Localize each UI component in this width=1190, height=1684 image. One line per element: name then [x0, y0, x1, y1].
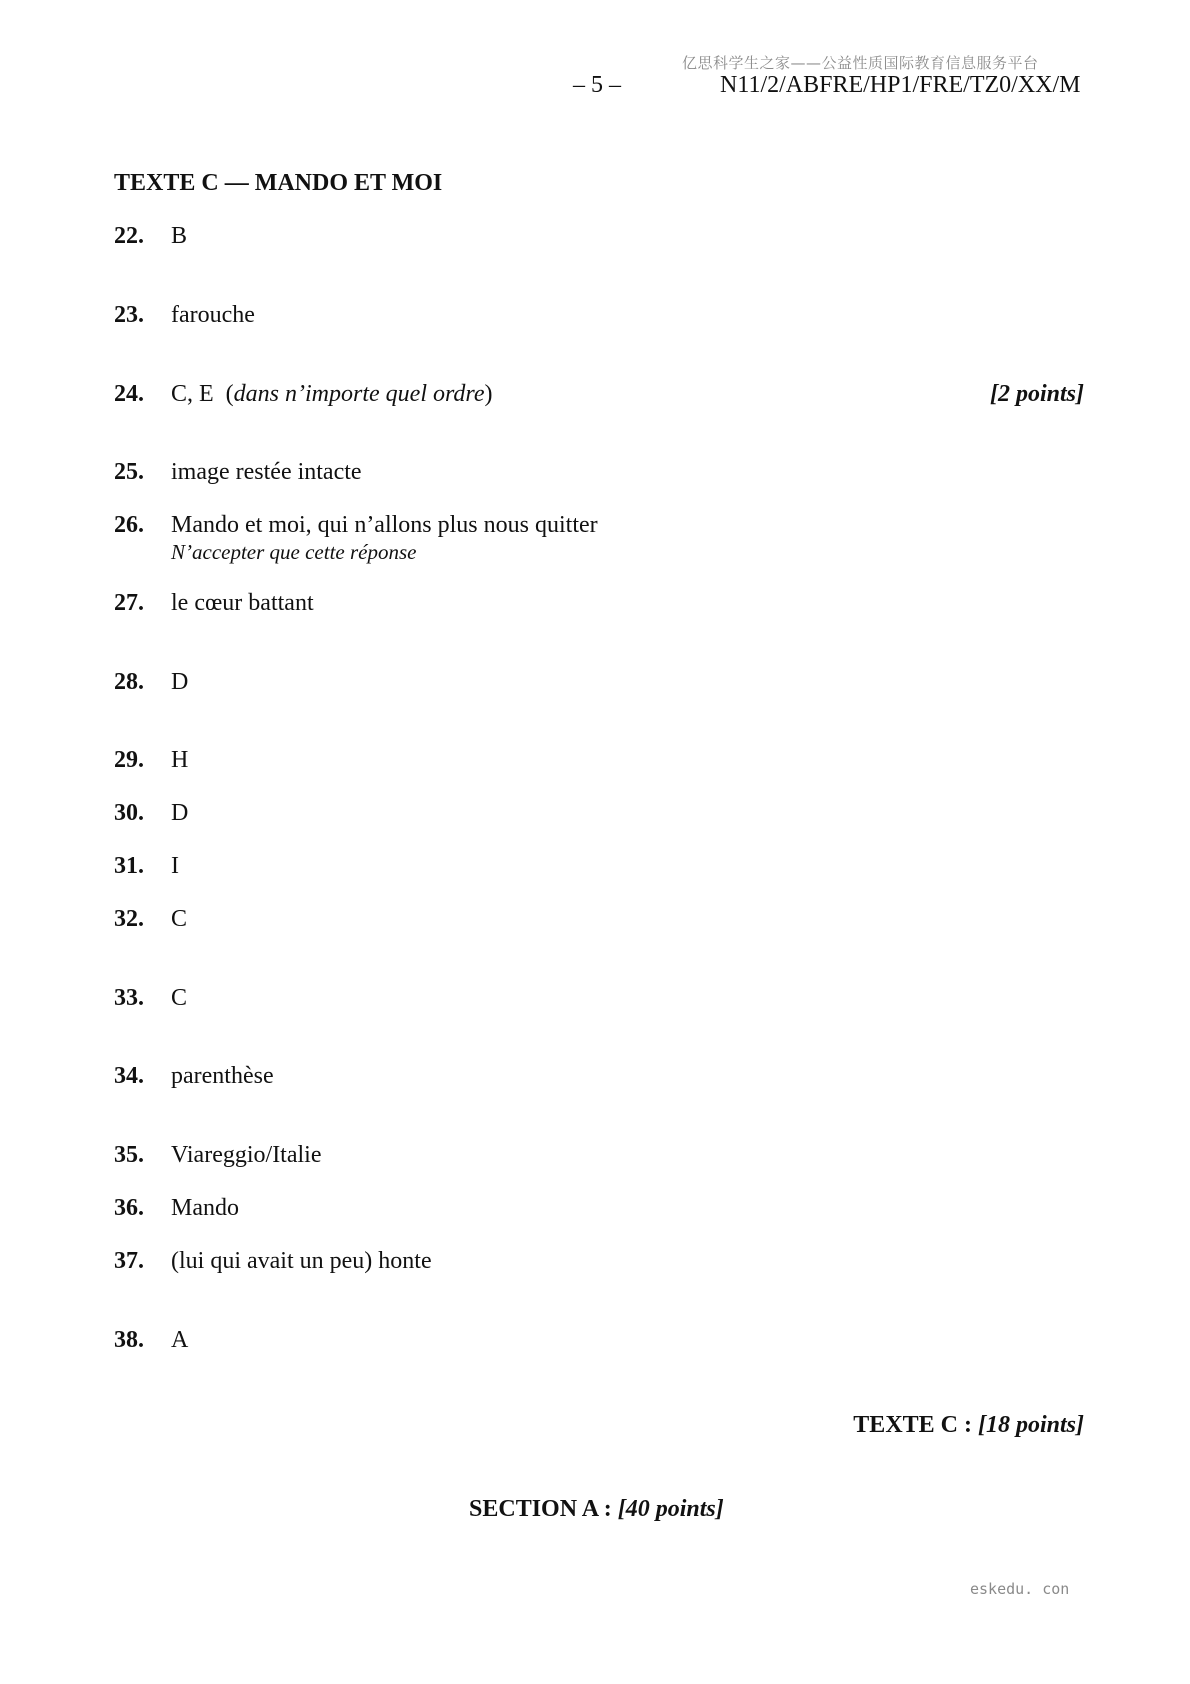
- page-number: – 5 –: [573, 72, 621, 98]
- question-answer: B: [171, 223, 188, 249]
- question-number: 38.: [114, 1327, 144, 1353]
- question-answer: parenthèse: [171, 1063, 274, 1089]
- texte-total-points: [18 points]: [977, 1412, 1084, 1438]
- question-points: [2 points]: [989, 381, 1084, 407]
- answer-suffix: ): [484, 381, 493, 407]
- question-answer: D: [171, 669, 189, 695]
- question-number: 35.: [114, 1142, 144, 1168]
- question-number: 32.: [114, 906, 144, 932]
- texte-total-label: TEXTE C :: [853, 1412, 978, 1438]
- question-answer: H: [171, 747, 189, 773]
- question-answer: A: [171, 1327, 189, 1353]
- footer-watermark: eskedu. con: [970, 1580, 1070, 1598]
- question-answer: [171, 511, 598, 565]
- question-answer: (lui qui avait un peu) honte: [171, 1248, 432, 1274]
- section-title: TEXTE C — MANDO ET MOI: [114, 170, 443, 196]
- question-answer: Mando: [171, 1195, 239, 1221]
- question-number: 29.: [114, 747, 144, 773]
- question-answer: [171, 380, 493, 408]
- question-number: 36.: [114, 1195, 144, 1221]
- question-answer: C: [171, 906, 188, 932]
- question-number: 23.: [114, 302, 144, 328]
- question-answer: farouche: [171, 302, 255, 328]
- section-total-label: SECTION A :: [469, 1496, 618, 1522]
- question-number: 28.: [114, 669, 144, 695]
- question-number: 22.: [114, 223, 144, 249]
- question-answer: le cœur battant: [171, 590, 314, 616]
- header-watermark: 亿思科学生之家——公益性质国际教育信息服务平台: [682, 54, 1039, 72]
- section-total: [469, 1496, 724, 1523]
- question-answer: Viareggio/Italie: [171, 1142, 322, 1168]
- question-number: 34.: [114, 1063, 144, 1089]
- question-number: 25.: [114, 459, 144, 485]
- question-number: 33.: [114, 985, 144, 1011]
- answer-prefix: C, E (: [171, 381, 234, 407]
- texte-total: [853, 1412, 1084, 1439]
- question-answer: image restée intacte: [171, 459, 362, 485]
- question-number: 24.: [114, 381, 144, 407]
- question-number: 30.: [114, 800, 144, 826]
- question-number: 27.: [114, 590, 144, 616]
- question-number: 37.: [114, 1248, 144, 1274]
- question-number: 26.: [114, 512, 144, 538]
- answer-text: Mando et moi, qui n’allons plus nous quitter: [171, 512, 598, 538]
- answer-italic: dans n’importe quel ordre: [233, 381, 485, 407]
- question-answer: I: [171, 853, 179, 879]
- document-code: N11/2/ABFRE/HP1/FRE/TZ0/XX/M: [720, 72, 1081, 98]
- question-answer: C: [171, 985, 188, 1011]
- question-number: 31.: [114, 853, 144, 879]
- section-total-points: [40 points]: [617, 1496, 724, 1522]
- question-answer: D: [171, 800, 189, 826]
- answer-note: N’accepter que cette réponse: [171, 540, 417, 564]
